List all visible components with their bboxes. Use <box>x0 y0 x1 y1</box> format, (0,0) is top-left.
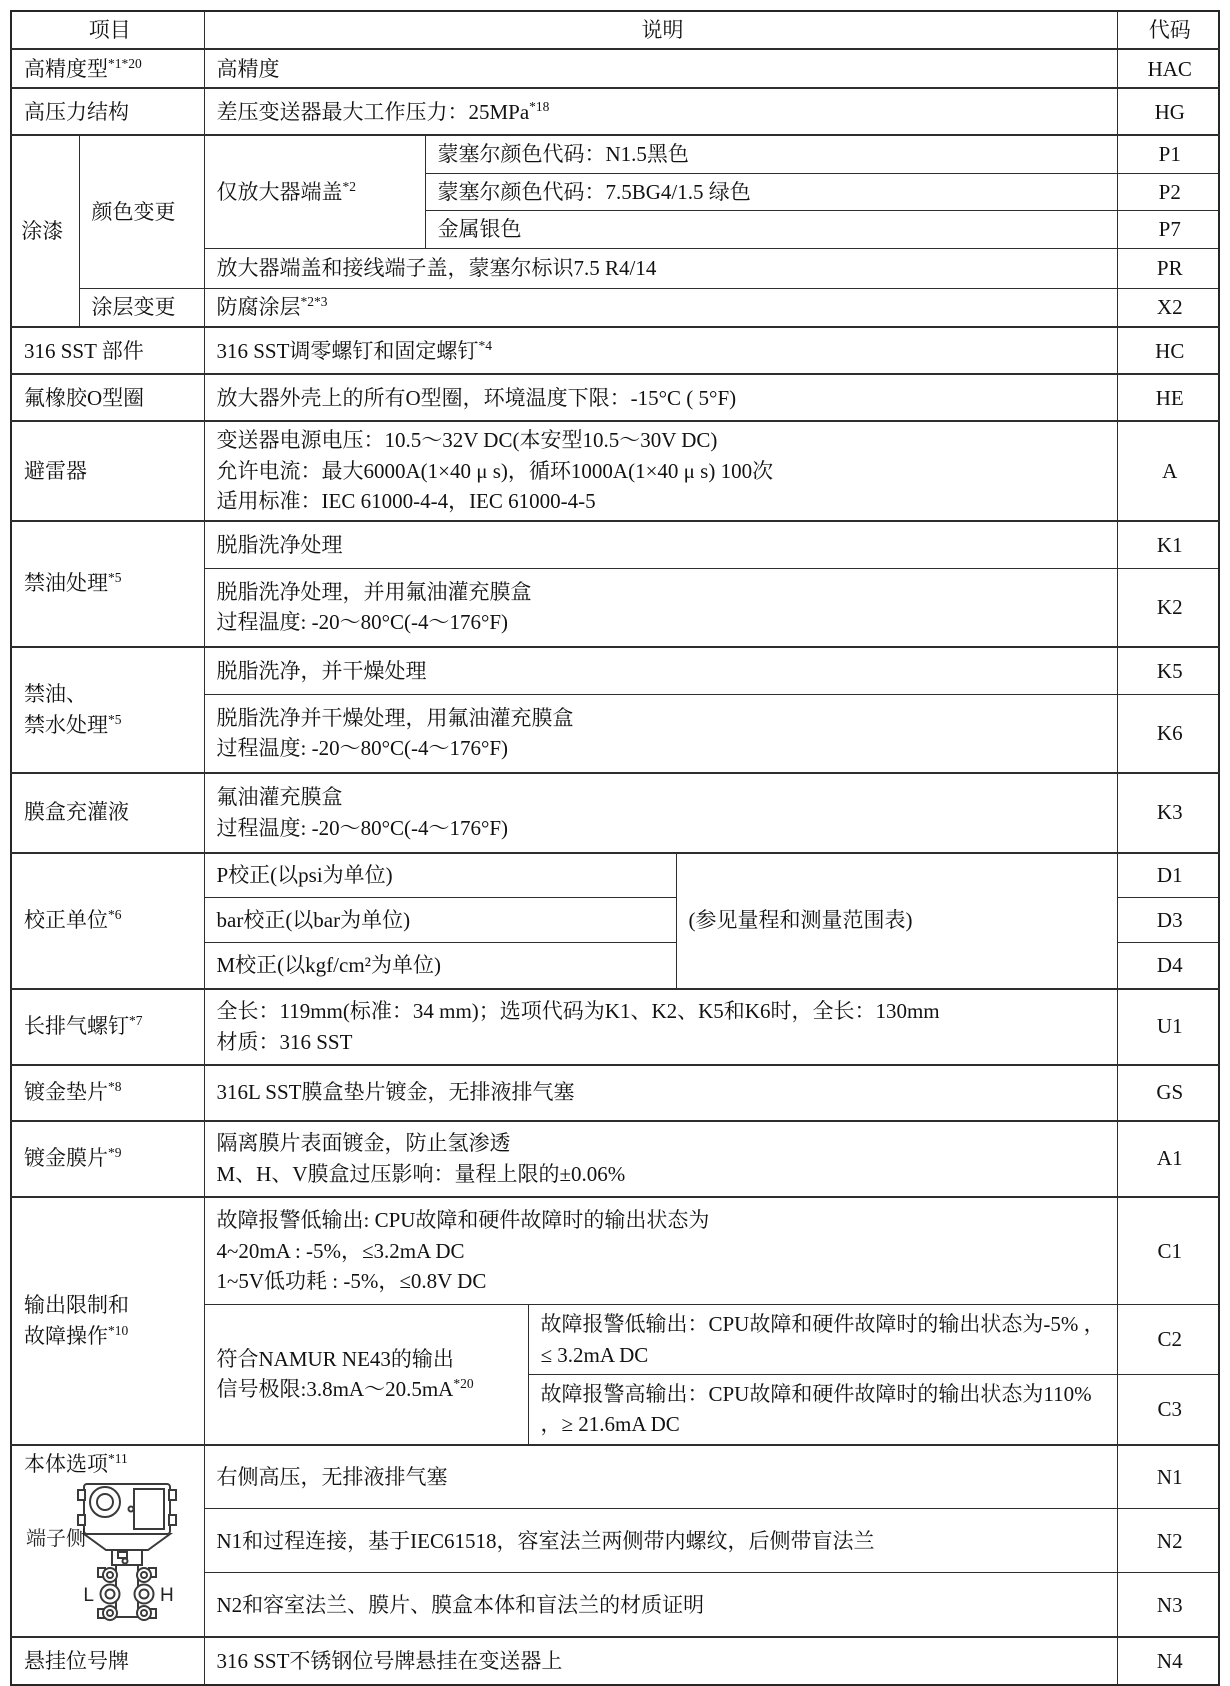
code-k6: K6 <box>1117 695 1219 773</box>
desc-line: 过程温度: -20～80°C(-4～176°F) <box>216 815 509 840</box>
item-line: 输出限制和 <box>24 1293 129 1318</box>
code-k3: K3 <box>1117 773 1219 853</box>
desc-k6 <box>204 695 1117 773</box>
item-calib <box>11 853 204 989</box>
desc-d3: bar校正(以bar为单位) <box>204 898 676 943</box>
code-he: HE <box>1117 374 1219 421</box>
item-sup: *11 <box>108 1450 128 1466</box>
item-oil-water-free <box>11 647 204 773</box>
row-u1 <box>11 989 1219 1065</box>
code-arrester: A <box>1117 421 1219 520</box>
code-n2: N2 <box>1117 1509 1219 1573</box>
desc-sup: *18 <box>529 98 550 114</box>
row-a1 <box>11 1121 1219 1197</box>
item-sup: *9 <box>108 1145 122 1161</box>
code-d3: D3 <box>1117 898 1219 943</box>
desc-line: 4~20mA : -5%，≤3.2mA DC <box>216 1238 465 1263</box>
desc-amp-cover <box>204 135 425 248</box>
desc-namur <box>204 1305 528 1445</box>
code-n1: N1 <box>1117 1445 1219 1509</box>
body-option-title <box>24 1449 196 1479</box>
desc-line <box>217 1374 520 1404</box>
desc-sup: *20 <box>453 1376 474 1392</box>
desc-line: 隔离膜片表面镀金，防止氢渗透 <box>216 1131 511 1156</box>
desc-calib-note: (参见量程和测量范围表) <box>676 853 1117 989</box>
item-sup: *6 <box>108 907 122 923</box>
desc-line: 过程温度: -20～80°C(-4～176°F) <box>216 610 509 635</box>
desc-hac <box>204 49 1117 88</box>
header-row <box>11 11 1219 49</box>
desc-gs: 316L SST膜盒垫片镀金，无排液排气塞 <box>204 1065 1117 1121</box>
item-diaphragm <box>11 1121 204 1197</box>
desc-k2 <box>204 569 1117 647</box>
desc-k3 <box>204 773 1117 853</box>
desc-line: 允许电流：最大6000A(1×40 μ s)，循环1000A(1×40 μ s) 100次 <box>216 458 774 483</box>
item-color-change: 颜色变更 <box>79 135 204 288</box>
code-k5: K5 <box>1117 647 1219 695</box>
desc-line: 过程温度: -20～80°C(-4～176°F) <box>216 736 509 761</box>
item-text: 镀金垫片 <box>24 1080 108 1105</box>
item-sup: *10 <box>108 1322 129 1338</box>
desc-hc <box>204 327 1117 374</box>
code-k2: K2 <box>1117 569 1219 647</box>
code-p7: P7 <box>1117 211 1219 248</box>
code-u1: U1 <box>1117 989 1219 1065</box>
item-hc: 316 SST 部件 <box>11 327 204 374</box>
desc-p7: 金属银色 <box>425 211 1117 248</box>
row-x2 <box>11 288 1219 327</box>
item-line <box>24 710 196 740</box>
transmitter-line-art <box>24 1481 204 1633</box>
desc-k1: 脱脂洗净处理 <box>204 521 1117 569</box>
item-vent <box>11 989 204 1065</box>
item-sup: *8 <box>108 1079 122 1095</box>
desc-text: 防腐涂层 <box>216 295 301 320</box>
item-text: 高精度型 <box>24 56 108 81</box>
code-hc: HC <box>1117 327 1219 374</box>
code-hg: HG <box>1117 88 1219 135</box>
item-arrester: 避雷器 <box>11 421 204 520</box>
desc-x2 <box>204 288 1117 327</box>
row-n1 <box>11 1445 1219 1509</box>
desc-k5: 脱脂洗净，并干燥处理 <box>204 647 1117 695</box>
code-c2: C2 <box>1117 1305 1219 1375</box>
desc-line: 脱脂洗净并干燥处理，用氟油灌充膜盒 <box>216 705 574 730</box>
desc-c3: 故障报警高输出：CPU故障和硬件故障时的输出状态为110% ，≥ 21.6mA DC <box>528 1375 1117 1445</box>
row-k1 <box>11 521 1219 569</box>
code-x2: X2 <box>1117 288 1219 327</box>
code-gs: GS <box>1117 1065 1219 1121</box>
option-spec-table <box>10 10 1220 1686</box>
code-p1: P1 <box>1117 135 1219 173</box>
item-text: 长排气螺钉 <box>24 1014 129 1039</box>
row-p1 <box>11 135 1219 173</box>
row-k3 <box>11 773 1219 853</box>
code-pr: PR <box>1117 248 1219 288</box>
desc-n4: 316 SST不锈钢位号牌悬挂在变送器上 <box>204 1637 1117 1685</box>
code-hac: HAC <box>1117 49 1219 88</box>
desc-n3: N2和容室法兰、膜片、膜盒本体和盲法兰的材质证明 <box>204 1573 1117 1637</box>
code-p2: P2 <box>1117 173 1219 210</box>
desc-hg <box>204 88 1117 135</box>
desc-line: 氟油灌充膜盒 <box>216 785 343 810</box>
item-paint: 涂漆 <box>11 135 79 327</box>
row-hc <box>11 327 1219 374</box>
header-code: 代码 <box>1117 11 1219 49</box>
row-k5 <box>11 647 1219 695</box>
code-a1: A1 <box>1117 1121 1219 1197</box>
item-sup: *1*20 <box>108 55 142 71</box>
code-n3: N3 <box>1117 1573 1219 1637</box>
code-n4: N4 <box>1117 1637 1219 1685</box>
item-tag: 悬挂位号牌 <box>11 1637 204 1685</box>
item-oil-free <box>11 521 204 647</box>
desc-d4: M校正(以kgf/cm²为单位) <box>204 943 676 989</box>
item-hg: 高压力结构 <box>11 88 204 135</box>
desc-line: 脱脂洗净处理，并用氟油灌充膜盒 <box>216 579 532 604</box>
desc-text: 316 SST调零螺钉和固定螺钉 <box>216 338 479 363</box>
item-coating-change: 涂层变更 <box>79 288 204 327</box>
desc-text: 信号极限:3.8mA～20.5mA <box>216 1377 454 1402</box>
desc-text: 仅放大器端盖 <box>216 179 343 204</box>
item-text: 校正单位 <box>24 908 108 933</box>
code-d1: D1 <box>1117 853 1219 898</box>
row-arrester <box>11 421 1219 520</box>
desc-u1 <box>204 989 1117 1065</box>
item-text: 镀金膜片 <box>24 1146 108 1171</box>
high-side-label: H <box>160 1585 174 1607</box>
item-sup: *5 <box>108 711 122 727</box>
item-he: 氟橡胶O型圈 <box>11 374 204 421</box>
desc-d1: P校正(以psi为单位) <box>204 853 676 898</box>
desc-line: 符合NAMUR NE43的输出 <box>216 1346 454 1371</box>
header-item: 项目 <box>11 11 204 49</box>
item-sup: *5 <box>108 570 122 586</box>
item-fill: 膜盒充灌液 <box>11 773 204 853</box>
row-he <box>11 374 1219 421</box>
desc-arrester <box>204 421 1117 520</box>
item-hac <box>11 49 204 88</box>
row-d1 <box>11 853 1219 898</box>
desc-p2: 蒙塞尔颜色代码：7.5BG4/1.5 绿色 <box>425 173 1117 210</box>
desc-sup: *4 <box>478 337 492 353</box>
row-c1 <box>11 1197 1219 1305</box>
desc-text: 高精度 <box>216 56 280 81</box>
item-line: 禁油、 <box>24 682 87 707</box>
code-k1: K1 <box>1117 521 1219 569</box>
row-hac <box>11 49 1219 88</box>
code-d4: D4 <box>1117 943 1219 989</box>
desc-line: 变送器电源电压：10.5～32V DC(本安型10.5～30V DC) <box>216 428 718 453</box>
desc-line: 适用标准：IEC 61000-4-4，IEC 61000-4-5 <box>216 489 596 514</box>
terminal-side-label: 端子侧 <box>26 1528 86 1551</box>
row-hg <box>11 88 1219 135</box>
item-text: 禁油处理 <box>24 571 108 596</box>
header-desc: 说明 <box>204 11 1117 49</box>
desc-n1: 右侧高压，无排液排气塞 <box>204 1445 1117 1509</box>
row-n4 <box>11 1637 1219 1685</box>
item-sup: *7 <box>129 1013 143 1029</box>
desc-line: 故障报警低输出: CPU故障和硬件故障时的输出状态为 <box>216 1208 710 1233</box>
code-c3: C3 <box>1117 1375 1219 1445</box>
desc-he: 放大器外壳上的所有O型圈，环境温度下限：-15°C ( 5°F) <box>204 374 1117 421</box>
code-c1: C1 <box>1117 1197 1219 1305</box>
desc-text: 差压变送器最大工作压力：25MPa <box>216 99 530 124</box>
desc-pr: 放大器端盖和接线端子盖，蒙塞尔标识7.5 R4/14 <box>204 248 1117 288</box>
row-gs <box>11 1065 1219 1121</box>
item-body-option <box>11 1445 204 1637</box>
item-text: 故障操作 <box>24 1323 108 1348</box>
desc-sup: *2 <box>342 178 356 194</box>
desc-a1 <box>204 1121 1117 1197</box>
desc-line: M、H、V膜盒过压影响：量程上限的±0.06% <box>216 1161 626 1186</box>
desc-line: 材质：316 SST <box>216 1029 353 1054</box>
low-side-label: L <box>83 1585 94 1607</box>
desc-n2: N1和过程连接，基于IEC61518，容室法兰两侧带内螺纹，后侧带盲法兰 <box>204 1509 1117 1573</box>
desc-line: 1~5V低功耗 : -5%，≤0.8V DC <box>216 1269 487 1294</box>
item-text: 本体选项 <box>24 1451 108 1476</box>
item-line <box>24 1321 196 1351</box>
item-output-limit <box>11 1197 204 1445</box>
transmitter-diagram <box>24 1481 196 1633</box>
item-text: 禁水处理 <box>24 712 108 737</box>
item-gasket <box>11 1065 204 1121</box>
desc-line: 全长：119mm(标准：34 mm)；选项代码为K1、K2、K5和K6时，全长：130mm <box>216 999 940 1024</box>
desc-sup: *2*3 <box>300 294 328 310</box>
desc-c2: 故障报警低输出：CPU故障和硬件故障时的输出状态为-5% ，≤ 3.2mA DC <box>528 1305 1117 1375</box>
desc-c1 <box>204 1197 1117 1305</box>
desc-p1: 蒙塞尔颜色代码：N1.5黑色 <box>425 135 1117 173</box>
